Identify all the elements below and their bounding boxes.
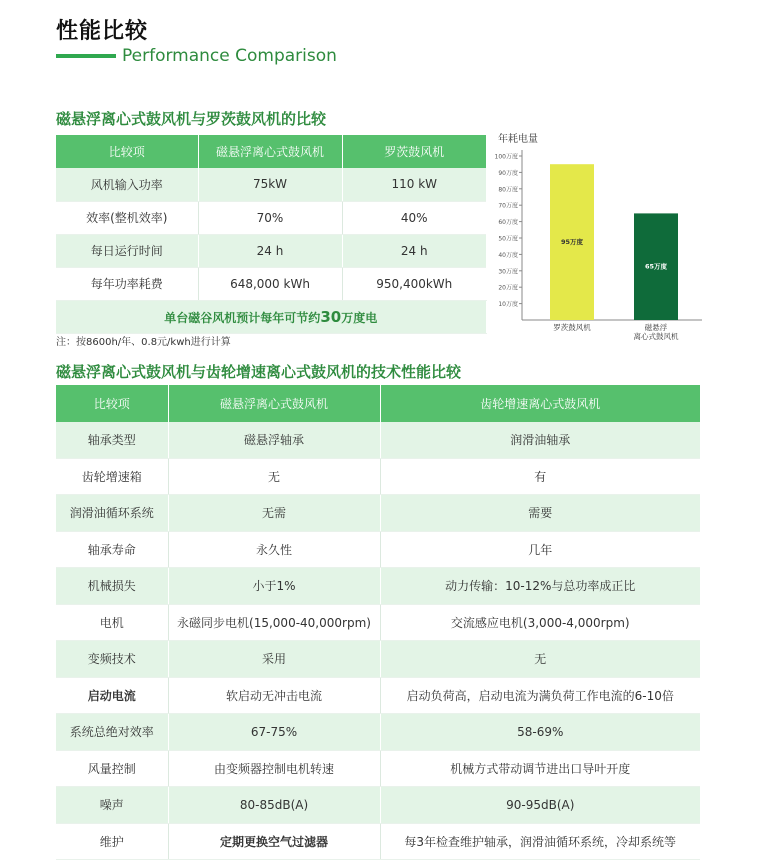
y-tick-label: 70万度 [498, 202, 518, 210]
table-cell: 40% [342, 201, 486, 234]
table-cell: 无 [168, 458, 380, 495]
table-row [56, 568, 700, 605]
data-label: 95万度 [560, 238, 584, 247]
table-cell: 维护 [56, 823, 168, 860]
chart-svg [490, 130, 710, 345]
summary-row [56, 300, 486, 333]
table-cell: 小于1% [168, 568, 380, 605]
annual-consumption-chart [490, 130, 710, 345]
table-cell: 无需 [168, 495, 380, 532]
y-tick-label: 50万度 [498, 235, 518, 243]
table-row [56, 641, 700, 678]
table-cell: 每3年检查维护轴承，润滑油循环系统，冷却系统等 [380, 823, 700, 860]
table-cell: 永磁同步电机(15,000-40,000rpm) [168, 604, 380, 641]
footnote: 注：按8600h/年、0.8元/kwh进行计算 [56, 337, 231, 348]
column-header: 比较项 [56, 135, 198, 168]
chart-title: 年耗电量 [498, 134, 538, 145]
table-cell: 24 h [198, 234, 342, 267]
table-cell: 磁悬浮轴承 [168, 422, 380, 459]
table-row [56, 495, 700, 532]
data-label: 65万度 [644, 262, 668, 271]
table-cell: 永久性 [168, 531, 380, 568]
table-row [56, 823, 700, 860]
table-cell: 软启动无冲击电流 [168, 677, 380, 714]
summary-cell [56, 300, 486, 333]
table-cell: 定期更换空气过滤器 [168, 823, 380, 860]
page-subtitle: Performance Comparison [122, 46, 337, 66]
y-tick-label: 20万度 [498, 284, 518, 292]
table-row [56, 750, 700, 787]
table-cell: 机械损失 [56, 568, 168, 605]
comparison-table-roots [56, 135, 487, 334]
table-cell: 齿轮增速箱 [56, 458, 168, 495]
column-header: 磁悬浮离心式鼓风机 [168, 385, 380, 422]
column-header: 齿轮增速离心式鼓风机 [380, 385, 700, 422]
table-cell: 58-69% [380, 714, 700, 751]
table-header-row [56, 385, 700, 422]
column-header: 磁悬浮离心式鼓风机 [198, 135, 342, 168]
table-header-row [56, 135, 486, 168]
category-label: 离心式鼓风机 [633, 332, 679, 341]
section1-title: 磁悬浮离心式鼓风机与罗茨鼓风机的比较 [56, 110, 327, 128]
table-cell: 每日运行时间 [56, 234, 198, 267]
table-cell: 交流感应电机(3,000-4,000rpm) [380, 604, 700, 641]
title-accent-bar [56, 54, 116, 58]
table-cell: 机械方式带动调节进出口导叶开度 [380, 750, 700, 787]
table-cell: 70% [198, 201, 342, 234]
section2-title: 磁悬浮离心式鼓风机与齿轮增速离心式鼓风机的技术性能比较 [56, 363, 462, 381]
table-cell: 24 h [342, 234, 486, 267]
table-cell: 采用 [168, 641, 380, 678]
column-header: 罗茨鼓风机 [342, 135, 486, 168]
table-row [56, 531, 700, 568]
y-tick-label: 40万度 [498, 251, 518, 259]
table-cell: 无 [380, 641, 700, 678]
table-cell: 启动电流 [56, 677, 168, 714]
y-tick-label: 30万度 [498, 268, 518, 276]
table-row [56, 234, 486, 267]
table-row [56, 714, 700, 751]
table-cell: 风机输入功率 [56, 168, 198, 201]
summary-prefix: 单台磁谷风机预计每年可节约 [164, 310, 321, 325]
table-row [56, 168, 486, 201]
table-cell: 有 [380, 458, 700, 495]
table-row [56, 267, 486, 300]
table-cell: 电机 [56, 604, 168, 641]
table-cell: 80-85dB(A) [168, 787, 380, 824]
table-cell: 润滑油循环系统 [56, 495, 168, 532]
y-tick-label: 100万度 [494, 153, 518, 161]
y-tick-label: 80万度 [498, 186, 518, 194]
table-cell: 648,000 kWh [198, 267, 342, 300]
table-cell: 启动负荷高，启动电流为满负荷工作电流的6-10倍 [380, 677, 700, 714]
table-cell: 75kW [198, 168, 342, 201]
table-row [56, 787, 700, 824]
table-cell: 几年 [380, 531, 700, 568]
table-cell: 110 kW [342, 168, 486, 201]
table-cell: 950,400kWh [342, 267, 486, 300]
y-tick-label: 10万度 [498, 301, 518, 309]
table-cell: 轴承类型 [56, 422, 168, 459]
table-cell: 系统总绝对效率 [56, 714, 168, 751]
table-row [56, 604, 700, 641]
table-cell: 动力传输：10-12%与总功率成正比 [380, 568, 700, 605]
comparison-table-gear [56, 385, 700, 860]
table-row [56, 677, 700, 714]
category-label: 罗茨鼓风机 [553, 323, 591, 332]
table-cell: 变频技术 [56, 641, 168, 678]
page-title: 性能比较 [56, 19, 149, 44]
table-cell: 风量控制 [56, 750, 168, 787]
table-cell: 每年功率耗费 [56, 267, 198, 300]
summary-number: 30 [320, 307, 342, 326]
column-header: 比较项 [56, 385, 168, 422]
table-cell: 需要 [380, 495, 700, 532]
y-tick-label: 60万度 [498, 219, 518, 227]
table-row [56, 422, 700, 459]
y-tick-label: 90万度 [498, 169, 518, 177]
table-cell: 90-95dB(A) [380, 787, 700, 824]
summary-suffix: 万度电 [341, 310, 378, 325]
table-row [56, 458, 700, 495]
table-cell: 噪声 [56, 787, 168, 824]
table-row [56, 201, 486, 234]
table-cell: 效率(整机效率) [56, 201, 198, 234]
table-cell: 轴承寿命 [56, 531, 168, 568]
table-cell: 由变频器控制电机转速 [168, 750, 380, 787]
table-cell: 润滑油轴承 [380, 422, 700, 459]
category-label: 磁悬浮 [644, 323, 668, 332]
table-cell: 67-75% [168, 714, 380, 751]
